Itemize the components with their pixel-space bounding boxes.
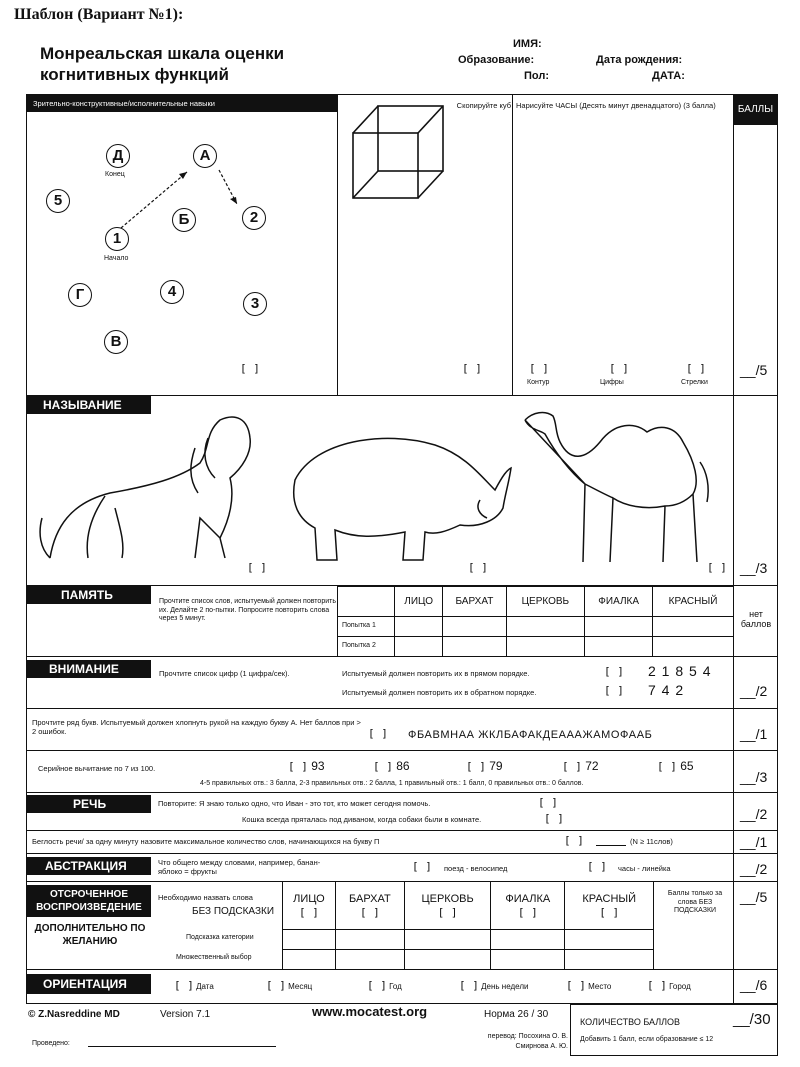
serial-value: 65 <box>680 759 694 773</box>
version: Version 7.1 <box>160 1009 211 1020</box>
forward-instruction: Испытуемый должен повторить их в прямом порядке. <box>342 669 530 678</box>
orientation-label: Город <box>669 982 691 991</box>
education-label: Образование: <box>458 54 535 66</box>
naming-bracket-lion[interactable]: [ ] <box>247 561 267 574</box>
cue-cell[interactable] <box>491 930 565 950</box>
choice-cell[interactable] <box>283 950 336 970</box>
visuospatial-score[interactable]: __/5 <box>740 362 768 378</box>
add-point-note: Добавить 1 балл, если образование ≤ 12 <box>580 1036 714 1043</box>
clock-instruction: Нарисуйте ЧАСЫ (Десять минут двенадцатого) (3 балла) <box>516 101 716 110</box>
trial-cell[interactable] <box>443 617 506 637</box>
memory-word: ЦЕРКОВЬ <box>506 587 585 617</box>
delayed-word-cell <box>335 882 404 930</box>
forward-bracket[interactable]: [ ] <box>604 665 624 678</box>
memory-score: нет баллов <box>740 609 772 629</box>
sex-label: Пол: <box>524 70 550 82</box>
serial-bracket[interactable]: [ ] <box>562 760 582 773</box>
orientation-bracket[interactable]: [ ] <box>174 979 194 992</box>
orientation-bracket[interactable]: [ ] <box>367 979 387 992</box>
divider <box>26 969 778 970</box>
serial-bracket[interactable]: [ ] <box>466 760 486 773</box>
abstraction-pair-2: часы - линейка <box>618 864 671 873</box>
delayed-word: БАРХАТ <box>349 892 391 905</box>
digits-label: Цифры <box>600 379 624 386</box>
pair2-bracket[interactable]: [ ] <box>587 860 607 873</box>
memory-word: КРАСНЫЙ <box>653 587 734 617</box>
delayed-instruction-2: БЕЗ ПОДСКАЗКИ <box>192 906 275 917</box>
serial-scoring-note: 4-5 правильных отв.: 3 балла, 2-3 правильных отв.: 2 балла, 1 правильный отв.: 1 балл, 0 правильных отв.: 0 баллов. <box>200 780 584 787</box>
serial-item <box>466 759 503 773</box>
translation-2: Смирнова А. Ю. <box>515 1043 568 1050</box>
naming-title: НАЗЫВАНИЕ <box>27 396 151 414</box>
digits-instruction: Прочтите список цифр (1 цифра/сек). <box>159 669 290 678</box>
start-label: Начало <box>104 255 129 262</box>
memory-word: ФИАЛКА <box>585 587 653 617</box>
delayed-word-cell <box>404 882 490 930</box>
attention-digits-score[interactable]: __/2 <box>740 683 768 699</box>
repeat-sentence-2: Кошка всегда пряталась под диваном, когда собаки были в комнате. <box>242 815 482 824</box>
orientation-item <box>367 979 402 992</box>
category-cue-label: Подсказка категории <box>186 934 254 941</box>
trial-cell[interactable] <box>395 637 443 657</box>
trail-node: 3 <box>243 292 267 316</box>
total-score[interactable]: __/30 <box>733 1011 771 1028</box>
divider <box>512 95 513 395</box>
memory-corner-cell <box>338 587 395 617</box>
translation-1: перевод: Посохина О. В. <box>487 1033 568 1040</box>
trial-cell[interactable] <box>653 637 734 657</box>
trail-node: Г <box>68 283 92 307</box>
fluency-score[interactable]: __/1 <box>740 834 768 850</box>
serial-value: 86 <box>396 759 410 773</box>
trail-node: 2 <box>242 206 266 230</box>
serial-score[interactable]: __/3 <box>740 769 768 785</box>
letters-instruction: Прочтите ряд букв. Испытуемый должен хлопнуть рукой на каждую букву А. Нет баллов при > 2 ошибок. <box>32 718 361 736</box>
score-column-divider <box>733 94 734 1004</box>
divider <box>26 830 778 831</box>
website-link[interactable]: www.mocatest.org <box>312 1004 428 1019</box>
serial-instruction: Серийное вычитание по 7 из 100. <box>38 764 156 773</box>
delayed-word: ЛИЦО <box>293 892 325 905</box>
trail-bracket[interactable]: [ ] <box>240 362 260 375</box>
divider <box>337 95 338 395</box>
memory-word: БАРХАТ <box>443 587 506 617</box>
trial-cell[interactable] <box>585 637 653 657</box>
repeat1-bracket[interactable]: [ ] <box>538 796 558 809</box>
divider <box>26 708 778 709</box>
delayed-instruction-1: Необходимо назвать слова <box>158 893 253 902</box>
orientation-item <box>459 979 528 992</box>
cube-drawing <box>345 100 455 210</box>
attention-title: ВНИМАНИЕ <box>27 660 151 678</box>
language-title: РЕЧЬ <box>27 795 151 813</box>
orientation-label: Год <box>389 982 402 991</box>
delayed-points-note: Баллы только за слова БЕЗ ПОДСКАЗКИ <box>667 890 723 914</box>
trail-node: Б <box>172 208 196 232</box>
orientation-label: День недели <box>481 982 529 991</box>
orientation-label: Месяц <box>288 982 313 991</box>
abstraction-instruction: Что общего между словами, например, банан-яблоко = фрукты <box>158 858 321 876</box>
letters-score[interactable]: __/1 <box>740 726 768 742</box>
delayed-word-cell <box>491 882 565 930</box>
scores-header: БАЛЛЫ <box>734 95 777 125</box>
choice-cell[interactable] <box>565 950 654 970</box>
orientation-label: Дата <box>196 982 214 991</box>
choice-cell[interactable] <box>491 950 565 970</box>
orientation-label: Место <box>588 982 612 991</box>
form-title-line2: когнитивных функций <box>40 65 229 84</box>
cue-cell[interactable] <box>404 930 490 950</box>
lion-drawing <box>30 408 260 568</box>
delayed-score[interactable]: __/5 <box>740 889 768 905</box>
trail-node: Д <box>106 144 130 168</box>
choice-cell[interactable] <box>335 950 404 970</box>
delayed-table <box>282 881 654 970</box>
trail-node: 4 <box>160 280 184 304</box>
memory-word: ЛИЦО <box>395 587 443 617</box>
optional-title: ДОПОЛНИТЕЛЬНО ПО ЖЕЛАНИЮ <box>34 923 146 947</box>
serial-item <box>562 759 599 773</box>
memory-instruction: Прочтите список слов, испытуемый должен повторить их. Делайте 2 по-пытки. Попросите повторить слова через 5 минут. <box>159 598 336 622</box>
divider <box>26 792 778 793</box>
delayed-word-cell <box>283 882 336 930</box>
multiple-choice-label: Множественный выбор <box>176 954 252 961</box>
contour-label: Контур <box>527 379 550 386</box>
cube-instruction: Скопируйте куб <box>456 101 511 110</box>
pair1-bracket[interactable]: [ ] <box>412 860 432 873</box>
orientation-bracket[interactable]: [ ] <box>459 979 479 992</box>
visuospatial-title: Зрительно-конструктивные/исполнительные навыки <box>27 95 337 112</box>
serial-bracket[interactable]: [ ] <box>373 760 393 773</box>
serial-item <box>373 759 410 773</box>
serial-value: 93 <box>311 759 325 773</box>
cube-bracket[interactable]: [ ] <box>462 362 482 375</box>
dob-label: Дата рождения: <box>596 54 683 66</box>
orientation-item <box>266 979 312 992</box>
repeat2-bracket[interactable]: [ ] <box>544 812 564 825</box>
naming-score[interactable]: __/3 <box>740 560 768 576</box>
fluency-condition: (N ≥ 11слов) <box>630 837 673 846</box>
digits-bracket[interactable]: [ ] <box>609 362 629 375</box>
date-label: ДАТА: <box>652 70 685 82</box>
serial-value: 79 <box>489 759 503 773</box>
orientation-item <box>647 979 691 992</box>
delayed-bracket[interactable]: [ ] <box>359 905 380 919</box>
conducted-label: Проведено: <box>32 1040 70 1047</box>
naming-bracket-camel[interactable]: [ ] <box>707 561 727 574</box>
delayed-bracket[interactable]: [ ] <box>517 905 538 919</box>
cue-cell[interactable] <box>565 930 654 950</box>
name-label: ИМЯ: <box>513 38 542 50</box>
backward-bracket[interactable]: [ ] <box>604 684 624 697</box>
orientation-item <box>566 979 611 992</box>
delayed-word-cell <box>565 882 654 930</box>
serial-value: 72 <box>585 759 599 773</box>
trail-node: А <box>193 144 217 168</box>
orientation-bracket[interactable]: [ ] <box>266 979 286 992</box>
fluency-bracket[interactable]: [ ] <box>564 834 584 847</box>
delayed-word: ФИАЛКА <box>505 892 551 905</box>
fluency-count-line <box>596 845 626 846</box>
trial2-label: Попытка 2 <box>338 637 395 657</box>
norm: Норма 26 / 30 <box>484 1009 549 1020</box>
serial-bracket[interactable]: [ ] <box>288 760 308 773</box>
trial-cell[interactable] <box>395 617 443 637</box>
letters-sequence: ФБАВМНАА ЖКЛБАФАКДЕАААЖАМОФААБ <box>408 729 653 741</box>
trial-cell[interactable] <box>443 637 506 657</box>
delayed-bracket[interactable]: [ ] <box>298 905 319 919</box>
trial1-label: Попытка 1 <box>338 617 395 637</box>
camel-drawing <box>515 402 715 570</box>
orientation-item <box>174 979 214 992</box>
abstraction-score[interactable]: __/2 <box>740 861 768 877</box>
trial-cell[interactable] <box>653 617 734 637</box>
copyright: © Z.Nasreddine MD <box>28 1009 120 1020</box>
contour-bracket[interactable]: [ ] <box>529 362 549 375</box>
trail-node: В <box>104 330 128 354</box>
page-title: Шаблон (Вариант №1): <box>14 6 184 23</box>
end-label: Конец <box>105 171 125 178</box>
cue-cell[interactable] <box>283 930 336 950</box>
trial-cell[interactable] <box>585 617 653 637</box>
orientation-bracket[interactable]: [ ] <box>647 979 667 992</box>
letters-bracket[interactable]: [ ] <box>368 727 388 740</box>
serial-bracket[interactable]: [ ] <box>657 760 677 773</box>
abstraction-title: АБСТРАКЦИЯ <box>27 857 151 875</box>
orientation-score[interactable]: __/6 <box>740 977 768 993</box>
delayed-bracket[interactable]: [ ] <box>599 905 620 919</box>
rhinoceros-drawing <box>275 420 525 570</box>
total-label: КОЛИЧЕСТВО БАЛЛОВ <box>580 1017 681 1027</box>
divider <box>26 656 778 657</box>
serial-item <box>288 759 325 773</box>
abstraction-pair-1: поезд - велосипед <box>444 864 508 873</box>
conducted-line[interactable] <box>88 1046 276 1047</box>
backward-digits: 7 4 2 <box>648 682 685 698</box>
delayed-bracket[interactable]: [ ] <box>437 905 458 919</box>
delayed-word: ЦЕРКОВЬ <box>421 892 474 905</box>
trail-node: 5 <box>46 189 70 213</box>
cue-cell[interactable] <box>335 930 404 950</box>
orientation-title: ОРИЕНТАЦИЯ <box>27 974 151 994</box>
delayed-word: КРАСНЫЙ <box>582 892 637 905</box>
delayed-title: ОТСРОЧЕННОЕ ВОСПРОИЗВЕДЕНИЕ <box>27 885 151 917</box>
backward-instruction: Испытуемый должен повторить их в обратном порядке. <box>342 688 537 697</box>
memory-table <box>337 586 734 657</box>
forward-digits: 2 1 8 5 4 <box>648 663 712 679</box>
fluency-instruction: Беглость речи/ за одну минуту назовите максимальное количество слов, начинающихся на букву П <box>32 837 380 846</box>
trail-arrows <box>27 112 337 395</box>
hands-label: Стрелки <box>681 379 708 386</box>
memory-title: ПАМЯТЬ <box>27 586 151 604</box>
trail-node: 1 <box>105 227 129 251</box>
form-title-line1: Монреальская шкала оценки <box>40 44 285 63</box>
repeat-sentence-1: Повторите: Я знаю только одно, что Иван - это тот, кто может сегодня помочь. <box>158 799 431 808</box>
serial-item <box>657 759 694 773</box>
choice-cell[interactable] <box>404 950 490 970</box>
divider <box>26 750 778 751</box>
trial-cell[interactable] <box>506 617 585 637</box>
repeat-score[interactable]: __/2 <box>740 806 768 822</box>
naming-bracket-rhino[interactable]: [ ] <box>468 561 488 574</box>
orientation-bracket[interactable]: [ ] <box>566 979 586 992</box>
trial-cell[interactable] <box>506 637 585 657</box>
hands-bracket[interactable]: [ ] <box>686 362 706 375</box>
divider <box>26 853 778 854</box>
